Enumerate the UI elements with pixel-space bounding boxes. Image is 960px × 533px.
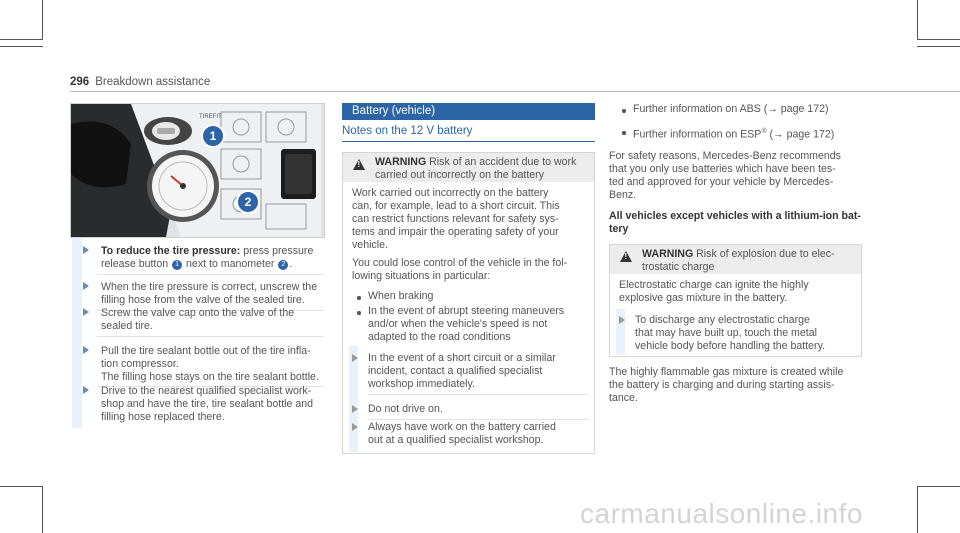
step-discharge: To discharge any electrostatic charge that may have built up, touch the metal vehicle body before handling the battery. [635, 314, 855, 353]
crop-mark [0, 46, 43, 47]
crop-mark [917, 0, 918, 40]
callout-2-ref: 2 [278, 260, 288, 270]
crop-mark [0, 39, 43, 40]
final-paragraph: The highly flammable gas mixture is created while the battery is charging and during starting assis- tance. [609, 366, 844, 404]
subsection-title: Notes on the 12 V battery [342, 125, 595, 137]
crop-mark [917, 46, 960, 47]
crop-mark [42, 0, 43, 40]
step-arrow-icon [352, 405, 358, 413]
page-link-abs[interactable]: page 172) [777, 103, 829, 115]
section-title-battery: Battery (vehicle) [342, 103, 595, 120]
warning-header: ! WARNING Risk of an accident due to work carried out incorrectly on the battery [343, 153, 594, 182]
step-arrow-icon [619, 316, 625, 324]
bullet-braking: When braking [368, 290, 434, 302]
callout-2: 2 [236, 190, 260, 214]
step-separator [97, 336, 324, 337]
step-arrow-icon [352, 423, 358, 431]
callout-1: 1 [201, 124, 225, 148]
tirefit-compressor-figure [70, 103, 325, 238]
bullet-dot [622, 131, 626, 135]
bullet-dot [357, 296, 361, 300]
bullet-dot [622, 109, 626, 113]
step-arrow-icon [83, 346, 89, 354]
watermark: carmanualsonline.info [580, 498, 863, 529]
bullet-abs-info: Further information on ABS (→ page 172) [633, 103, 829, 115]
step-arrow-icon [352, 354, 358, 362]
step-separator [97, 274, 324, 275]
warning-paragraph-1: Work carried out incorrectly on the battery can, for example, lead to a short circuit. This can restrict functions relevant for safety sys- tems and impair the operating safety of your vehicle. [352, 187, 560, 251]
step-short-circuit: In the event of a short circuit or a similar incident, contact a qualified specialist workshop immediately. [368, 352, 588, 391]
step-separator [368, 394, 588, 395]
warning-box-explosion [609, 244, 862, 357]
step-valve-cap: Screw the valve cap onto the valve of the sealed tire. [72, 307, 324, 333]
step-arrow-icon [83, 282, 89, 290]
step-unscrew-hose: When the tire pressure is correct, unscrew the filling hose from the valve of the sealed tire. [72, 281, 324, 307]
step-always-workshop: Always have work on the battery carried out at a qualified specialist workshop. [368, 421, 588, 447]
step-reduce-pressure: To reduce the tire pressure: press pressure release button 1 next to manometer 2 . [72, 245, 324, 271]
step-arrow-icon [83, 308, 89, 316]
header-rule [70, 91, 960, 92]
crop-mark [0, 486, 43, 487]
crop-mark [917, 486, 918, 533]
warning-box-accident [342, 152, 595, 454]
warning-header: ! WARNING Risk of explosion due to elec- trostatic charge [610, 245, 861, 274]
step-separator [368, 419, 588, 420]
bullet-steering: In the event of abrupt steering maneuvers and/or when the vehicle's speed is not adapted to the road conditions [368, 305, 565, 343]
arrow-ref-icon: → [767, 103, 778, 115]
step-arrow-icon [83, 386, 89, 394]
section-name: Breakdown assistance [95, 76, 211, 88]
subsection-rule [342, 141, 595, 142]
callout-1-ref: 1 [172, 260, 182, 270]
crop-mark [42, 486, 43, 533]
step-drive-to-workshop: Drive to the nearest qualified specialist work- shop and have the tire, tire sealant bottle and filling hose replaced there. [72, 385, 324, 424]
crop-mark [917, 39, 960, 40]
warning-icon [353, 159, 365, 170]
compressor-illustration [71, 104, 324, 237]
bullet-dot [357, 311, 361, 315]
lithium-heading: All vehicles except vehicles with a lithium-ion bat- tery [609, 210, 861, 235]
step-arrow-icon [83, 246, 89, 254]
tirefit-label: TIREFIT [199, 114, 222, 120]
step-do-not-drive: Do not drive on. [368, 403, 588, 416]
page-number: 296 [70, 76, 90, 88]
bullet-esp-info: Further information on ESP® (→ page 172) [633, 128, 835, 141]
page-header [70, 76, 960, 88]
warning-paragraph-2: You could lose control of the vehicle in the fol- lowing situations in particular: [352, 257, 568, 282]
warning-explosion-paragraph: Electrostatic charge can ignite the highly explosive gas mixture in the battery. [619, 279, 809, 304]
warning-icon [620, 251, 632, 262]
page-link-esp[interactable]: page 172) [783, 128, 835, 141]
crop-mark [917, 486, 960, 487]
arrow-ref-icon: → [773, 128, 784, 141]
step-pull-bottle: Pull the tire sealant bottle out of the tire infla- tion compressor. The filling hose stays on the tire sealant bottle. [72, 345, 324, 384]
safety-paragraph: For safety reasons, Mercedes-Benz recommends that you only use batteries which have been tes- ted and approved for your vehicle by Mercedes- Benz. [609, 150, 841, 201]
